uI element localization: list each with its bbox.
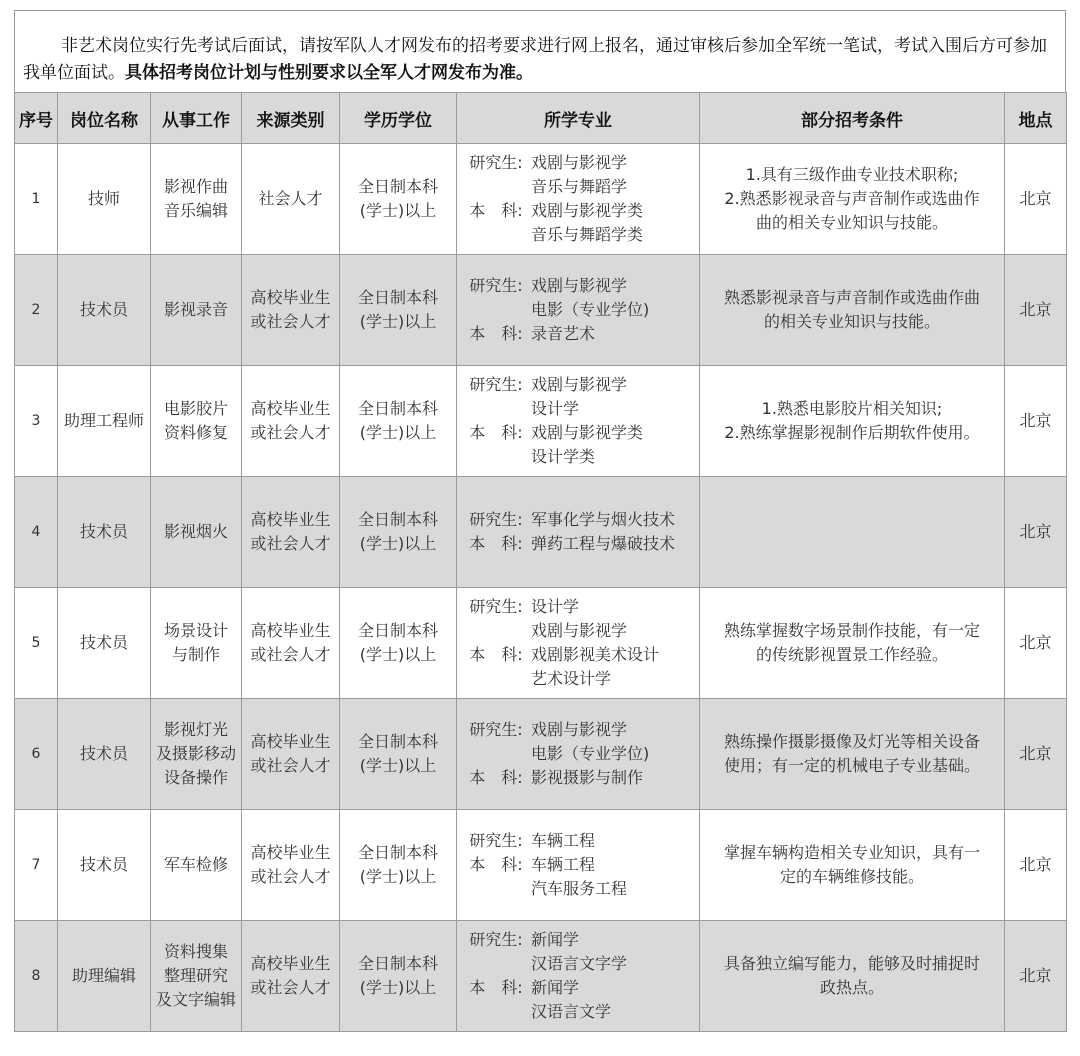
major-level-label: 本 科: xyxy=(469,978,523,997)
degree-line: (学士)以上 xyxy=(359,534,437,553)
requirement-line: 1.熟悉电影胶片相关知识; xyxy=(761,399,943,418)
cell-position: 技术员 xyxy=(58,477,151,588)
major-line xyxy=(461,829,695,853)
major-level-label xyxy=(461,397,531,421)
cell-degree xyxy=(340,588,457,699)
degree-line: 全日制本科 xyxy=(357,732,438,751)
requirement-line: 2.熟练掌握影视制作后期软件使用。 xyxy=(724,423,980,442)
cell-index: 2 xyxy=(15,255,58,366)
header-index: 序号 xyxy=(15,93,58,144)
work-line: 整理研究 xyxy=(163,966,228,985)
major-name: 戏剧与影视学 xyxy=(531,276,628,295)
major-name: 录音艺术 xyxy=(531,324,596,343)
cell-work xyxy=(151,255,242,366)
major-name: 戏剧与影视学 xyxy=(531,621,628,640)
major-level-label xyxy=(461,1000,531,1024)
major-level-label xyxy=(461,619,531,643)
major-line xyxy=(461,151,695,175)
major-level-label: 本 科: xyxy=(469,768,523,787)
table-row xyxy=(15,588,1067,699)
cell-degree xyxy=(340,366,457,477)
requirement-line: 使用；有一定的机械电子专业基础。 xyxy=(723,756,980,775)
cell-major xyxy=(457,588,700,699)
work-line: 资料搜集 xyxy=(163,942,228,961)
degree-line: 全日制本科 xyxy=(357,510,438,529)
cell-requirements xyxy=(700,144,1005,255)
source-line: 或社会人才 xyxy=(250,645,331,664)
degree-line: 全日制本科 xyxy=(357,177,438,196)
major-name: 戏剧与影视学类 xyxy=(531,423,644,442)
major-name: 车辆工程 xyxy=(531,855,596,874)
cell-location: 北京 xyxy=(1005,366,1067,477)
major-line xyxy=(461,928,695,952)
major-level-label: 研究生: xyxy=(469,720,523,739)
major-name: 音乐与舞蹈学类 xyxy=(531,225,644,244)
cell-position: 助理工程师 xyxy=(58,366,151,477)
cell-location: 北京 xyxy=(1005,588,1067,699)
work-line: 及摄影移动 xyxy=(155,744,236,763)
major-name: 音乐与舞蹈学 xyxy=(531,177,628,196)
major-line xyxy=(461,877,695,901)
source-line: 或社会人才 xyxy=(250,978,331,997)
requirement-line: 2.熟悉影视录音与声音制作或选曲作 xyxy=(724,189,980,208)
work-line: 设备操作 xyxy=(163,768,228,787)
source-line: 高校毕业生 xyxy=(250,621,331,640)
cell-source xyxy=(242,477,340,588)
major-level-label: 研究生: xyxy=(469,375,523,394)
cell-degree xyxy=(340,477,457,588)
major-level-label xyxy=(461,223,531,247)
cell-major xyxy=(457,255,700,366)
work-line: 军车检修 xyxy=(163,855,228,874)
cell-index: 6 xyxy=(15,699,58,810)
table-body xyxy=(15,144,1067,1032)
requirement-line: 具备独立编写能力，能够及时捕捉时 xyxy=(723,954,980,973)
major-level-label: 研究生: xyxy=(469,276,523,295)
source-line: 或社会人才 xyxy=(250,756,331,775)
source-line: 高校毕业生 xyxy=(250,288,331,307)
cell-work xyxy=(151,810,242,921)
major-name: 艺术设计学 xyxy=(531,669,612,688)
cell-major xyxy=(457,144,700,255)
intro-normal-text: 非艺术岗位实行先考试后面试，请按军队人才网发布的招考要求进行网上报名，通过审核后参加全军统一笔试，考试入围后方可参加我单位面试。 xyxy=(23,36,1047,83)
major-name: 车辆工程 xyxy=(531,831,596,850)
major-level-label: 研究生: xyxy=(469,930,523,949)
cell-position: 技术员 xyxy=(58,588,151,699)
source-line: 或社会人才 xyxy=(250,423,331,442)
cell-work xyxy=(151,144,242,255)
cell-work xyxy=(151,699,242,810)
degree-line: (学士)以上 xyxy=(359,867,437,886)
work-line: 场景设计 xyxy=(163,621,228,640)
cell-work xyxy=(151,366,242,477)
cell-work xyxy=(151,588,242,699)
positions-table xyxy=(14,92,1067,1032)
cell-location: 北京 xyxy=(1005,699,1067,810)
major-name: 新闻学 xyxy=(531,930,580,949)
major-line xyxy=(461,742,695,766)
cell-source xyxy=(242,810,340,921)
degree-line: 全日制本科 xyxy=(357,843,438,862)
cell-index: 5 xyxy=(15,588,58,699)
source-line: 或社会人才 xyxy=(250,312,331,331)
major-line xyxy=(461,298,695,322)
cell-index: 1 xyxy=(15,144,58,255)
major-level-label: 研究生: xyxy=(469,510,523,529)
cell-degree xyxy=(340,699,457,810)
major-name: 汉语言文学 xyxy=(531,1002,612,1021)
cell-index: 3 xyxy=(15,366,58,477)
header-location: 地点 xyxy=(1005,93,1067,144)
requirement-line: 熟练掌握数字场景制作技能，有一定 xyxy=(723,621,980,640)
major-level-label: 研究生: xyxy=(469,153,523,172)
major-name: 弹药工程与爆破技术 xyxy=(531,534,676,553)
work-line: 资料修复 xyxy=(163,423,228,442)
major-line xyxy=(461,532,695,556)
major-line xyxy=(461,766,695,790)
major-level-label: 研究生: xyxy=(469,831,523,850)
major-line xyxy=(461,508,695,532)
major-line xyxy=(461,952,695,976)
cell-major xyxy=(457,921,700,1032)
cell-requirements xyxy=(700,588,1005,699)
cell-degree xyxy=(340,255,457,366)
major-name: 设计学 xyxy=(531,597,580,616)
cell-position: 技师 xyxy=(58,144,151,255)
cell-degree xyxy=(340,144,457,255)
major-level-label: 本 科: xyxy=(469,534,523,553)
degree-line: (学士)以上 xyxy=(359,645,437,664)
cell-position: 技术员 xyxy=(58,255,151,366)
major-line xyxy=(461,421,695,445)
major-line xyxy=(461,397,695,421)
table-row xyxy=(15,366,1067,477)
source-line: 社会人才 xyxy=(258,189,323,208)
cell-degree xyxy=(340,921,457,1032)
degree-line: 全日制本科 xyxy=(357,621,438,640)
cell-location: 北京 xyxy=(1005,144,1067,255)
major-line xyxy=(461,619,695,643)
requirement-line: 的相关专业知识与技能。 xyxy=(763,312,940,331)
major-level-label xyxy=(461,445,531,469)
major-name: 设计学 xyxy=(531,399,580,418)
header-major: 所学专业 xyxy=(457,93,700,144)
cell-source xyxy=(242,588,340,699)
requirement-line: 熟练操作摄影摄像及灯光等相关设备 xyxy=(723,732,980,751)
source-line: 高校毕业生 xyxy=(250,954,331,973)
source-line: 高校毕业生 xyxy=(250,732,331,751)
major-level-label xyxy=(461,742,531,766)
work-line: 与制作 xyxy=(171,645,220,664)
cell-source xyxy=(242,699,340,810)
cell-major xyxy=(457,366,700,477)
major-line xyxy=(461,1000,695,1024)
degree-line: 全日制本科 xyxy=(357,288,438,307)
cell-requirements xyxy=(700,477,1005,588)
degree-line: (学士)以上 xyxy=(359,312,437,331)
major-level-label: 本 科: xyxy=(469,201,523,220)
work-line: 音乐编辑 xyxy=(163,201,228,220)
degree-line: (学士)以上 xyxy=(359,756,437,775)
major-line xyxy=(461,445,695,469)
major-level-label: 本 科: xyxy=(469,645,523,664)
major-line xyxy=(461,595,695,619)
cell-requirements xyxy=(700,810,1005,921)
source-line: 或社会人才 xyxy=(250,534,331,553)
major-name: 戏剧影视美术设计 xyxy=(531,645,660,664)
major-line xyxy=(461,718,695,742)
intro-bold-text: 具体招考岗位计划与性别要求以全军人才网发布为准。 xyxy=(125,63,533,83)
major-line xyxy=(461,175,695,199)
major-level-label xyxy=(461,667,531,691)
degree-line: (学士)以上 xyxy=(359,201,437,220)
source-line: 高校毕业生 xyxy=(250,399,331,418)
major-line xyxy=(461,373,695,397)
header-requirements: 部分招考条件 xyxy=(700,93,1005,144)
intro-paragraph xyxy=(14,10,1066,92)
table-row xyxy=(15,810,1067,921)
cell-position: 技术员 xyxy=(58,699,151,810)
work-line: 影视录音 xyxy=(163,300,228,319)
major-line xyxy=(461,976,695,1000)
work-line: 影视作曲 xyxy=(163,177,228,196)
requirement-line: 掌握车辆构造相关专业知识，具有一 xyxy=(723,843,980,862)
cell-location: 北京 xyxy=(1005,810,1067,921)
major-line xyxy=(461,322,695,346)
cell-requirements xyxy=(700,366,1005,477)
cell-index: 4 xyxy=(15,477,58,588)
major-line xyxy=(461,643,695,667)
major-name: 戏剧与影视学 xyxy=(531,153,628,172)
major-name: 汽车服务工程 xyxy=(531,879,628,898)
cell-position: 助理编辑 xyxy=(58,921,151,1032)
cell-location: 北京 xyxy=(1005,477,1067,588)
major-level-label xyxy=(461,877,531,901)
major-level-label: 本 科: xyxy=(469,855,523,874)
work-line: 影视烟火 xyxy=(163,522,228,541)
header-position: 岗位名称 xyxy=(58,93,151,144)
table-row xyxy=(15,144,1067,255)
cell-index: 8 xyxy=(15,921,58,1032)
source-line: 高校毕业生 xyxy=(250,843,331,862)
major-line xyxy=(461,853,695,877)
cell-location: 北京 xyxy=(1005,255,1067,366)
cell-source xyxy=(242,366,340,477)
major-name: 电影（专业学位) xyxy=(531,744,650,763)
degree-line: (学士)以上 xyxy=(359,978,437,997)
table-row xyxy=(15,255,1067,366)
major-level-label xyxy=(461,952,531,976)
requirement-line: 熟悉影视录音与声音制作或选曲作曲 xyxy=(723,288,980,307)
major-name: 戏剧与影视学类 xyxy=(531,201,644,220)
requirement-line: 定的车辆维修技能。 xyxy=(779,867,924,886)
cell-index: 7 xyxy=(15,810,58,921)
work-line: 及文字编辑 xyxy=(155,990,236,1009)
cell-location: 北京 xyxy=(1005,921,1067,1032)
requirement-line: 政热点。 xyxy=(819,978,884,997)
cell-major xyxy=(457,699,700,810)
requirement-line: 1.具有三级作曲专业技术职称; xyxy=(745,165,959,184)
cell-source xyxy=(242,921,340,1032)
major-name: 军事化学与烟火技术 xyxy=(531,510,676,529)
cell-requirements xyxy=(700,921,1005,1032)
work-line: 影视灯光 xyxy=(163,720,228,739)
work-line: 电影胶片 xyxy=(163,399,228,418)
major-level-label: 研究生: xyxy=(469,597,523,616)
major-name: 电影（专业学位) xyxy=(531,300,650,319)
cell-source xyxy=(242,144,340,255)
cell-source xyxy=(242,255,340,366)
cell-major xyxy=(457,477,700,588)
header-row xyxy=(15,93,1067,144)
major-name: 戏剧与影视学 xyxy=(531,375,628,394)
table-row xyxy=(15,477,1067,588)
table-row xyxy=(15,921,1067,1032)
requirement-line: 的传统影视置景工作经验。 xyxy=(755,645,948,664)
cell-requirements xyxy=(700,255,1005,366)
cell-work xyxy=(151,477,242,588)
degree-line: 全日制本科 xyxy=(357,954,438,973)
major-level-label xyxy=(461,175,531,199)
cell-work xyxy=(151,921,242,1032)
major-line xyxy=(461,223,695,247)
header-degree: 学历学位 xyxy=(340,93,457,144)
major-level-label: 本 科: xyxy=(469,324,523,343)
major-name: 影视摄影与制作 xyxy=(531,768,644,787)
major-line xyxy=(461,667,695,691)
cell-position: 技术员 xyxy=(58,810,151,921)
major-name: 设计学类 xyxy=(531,447,596,466)
degree-line: 全日制本科 xyxy=(357,399,438,418)
major-name: 戏剧与影视学 xyxy=(531,720,628,739)
cell-major xyxy=(457,810,700,921)
major-line xyxy=(461,274,695,298)
cell-degree xyxy=(340,810,457,921)
major-name: 新闻学 xyxy=(531,978,580,997)
major-line xyxy=(461,199,695,223)
degree-line: (学士)以上 xyxy=(359,423,437,442)
cell-requirements xyxy=(700,699,1005,810)
major-level-label: 本 科: xyxy=(469,423,523,442)
major-name: 汉语言文字学 xyxy=(531,954,628,973)
source-line: 高校毕业生 xyxy=(250,510,331,529)
header-work: 从事工作 xyxy=(151,93,242,144)
table-row xyxy=(15,699,1067,810)
major-level-label xyxy=(461,298,531,322)
source-line: 或社会人才 xyxy=(250,867,331,886)
requirement-line: 曲的相关专业知识与技能。 xyxy=(755,213,948,232)
header-source: 来源类别 xyxy=(242,93,340,144)
